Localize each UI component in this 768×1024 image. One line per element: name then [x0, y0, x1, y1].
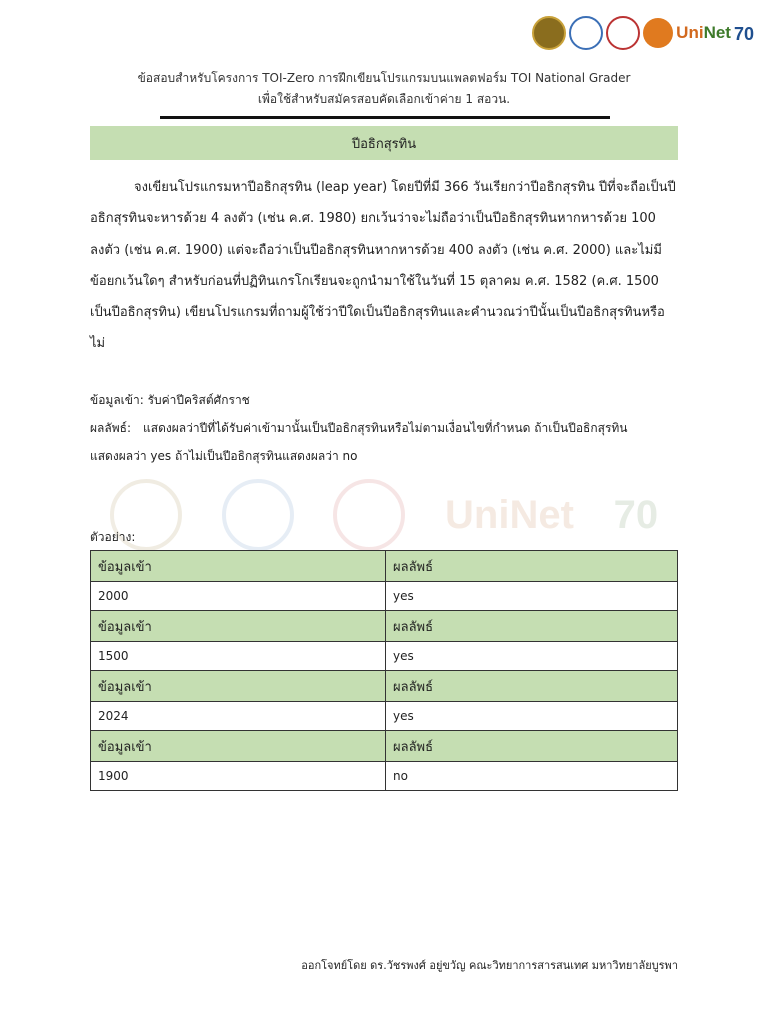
header-cell-input: ข้อมูลเข้า: [91, 731, 386, 762]
header-cell-output: ผลลัพธ์: [386, 611, 678, 642]
header-divider: [160, 116, 610, 119]
example-table: [90, 550, 678, 791]
institution-seal-logo: [606, 16, 640, 50]
watermark-posn-icon: [222, 479, 294, 551]
watermark-uninet-text: UniNet: [445, 492, 574, 537]
example-header-row: [91, 611, 678, 642]
example-row: [91, 762, 678, 791]
document-header: [90, 68, 678, 110]
example-row: [91, 582, 678, 611]
header-cell-input: ข้อมูลเข้า: [91, 671, 386, 702]
header-line-2: เพื่อใช้สำหรับสมัครสอบคัดเลือกเข้าค่าย 1 สอวน.: [257, 92, 511, 106]
output-spec-line-2: แสดงผลว่า yes ถ้าไม่เป็นปีอธิกสุรทินแสดงผลว่า no: [90, 449, 358, 463]
header-line-1: ข้อสอบสำหรับโครงการ TOI-Zero การฝึกเขียนโปรแกรมบนแพลตฟอร์ม TOI National Grader: [137, 71, 631, 85]
problem-statement: [90, 172, 678, 360]
anniversary-logo: 70: [733, 24, 754, 44]
io-specification: [90, 386, 678, 470]
header-logos: [532, 16, 754, 50]
example-output-cell: no: [386, 762, 678, 791]
university-seal-logo: [532, 16, 566, 50]
example-input-cell: 1500: [91, 642, 386, 671]
example-input-cell: 2000: [91, 582, 386, 611]
output-spec: [90, 414, 678, 442]
input-spec: ข้อมูลเข้า: รับค่าปีคริสต์ศักราช: [90, 393, 250, 407]
author-credit: ออกโจทย์โดย ดร.วัชรพงศ์ อยู่ขวัญ คณะวิทยาการสารสนเทศ มหาวิทยาลัยบูรพา: [301, 959, 678, 972]
header-cell-output: ผลลัพธ์: [386, 671, 678, 702]
output-spec-line-1: แสดงผลว่าปีที่ได้รับค่าเข้ามานั้นเป็นปีอธิกสุรทินหรือไม่ตามเงื่อนไขที่กำหนด ถ้าเป็นปีอธิกสุรทิน: [143, 421, 628, 435]
example-header-row: [91, 551, 678, 582]
example-header-row: [91, 671, 678, 702]
output-label: ผลลัพธ์:: [90, 421, 132, 435]
watermark-institution-icon: [333, 479, 405, 551]
background-watermark: [90, 480, 678, 550]
header-cell-output: ผลลัพธ์: [386, 731, 678, 762]
example-input-cell: 1900: [91, 762, 386, 791]
example-row: [91, 642, 678, 671]
temple-logo: [643, 18, 673, 48]
uninet-logo: UniNet: [676, 23, 731, 42]
example-output-cell: yes: [386, 642, 678, 671]
header-cell-input: ข้อมูลเข้า: [91, 611, 386, 642]
example-header-row: [91, 731, 678, 762]
example-input-cell: 2024: [91, 702, 386, 731]
header-cell-output: ผลลัพธ์: [386, 551, 678, 582]
problem-paragraph: จงเขียนโปรแกรมหาปีอธิกสุรทิน (leap year) โดยปีที่มี 366 วันเรียกว่าปีอธิกสุรทิน ปีที่จะถือเป็นปีอธิกสุรทินจะหารด้วย 4 ลงตัว (เช่น ค.ศ. 1980) ยกเว้นว่าจะไม่ถือว่าเป็นปีอธิกสุรทินหากหารด้วย 100 ลงตัว (เช่น ค.ศ. 1900) แต่จะถือว่าเป็นปีอธิกสุรทินหากหารด้วย 400 ลงตัว (เช่น ค.ศ. 2000) และไม่มีข้อยกเว้นใดๆ สำหรับก่อนที่ปฏิทินเกรโกเรียนจะถูกนำมาใช้ในวันที่ 15 ตุลาคม ค.ศ. 1582 (ค.ศ. 1500 เป็นปีอธิกสุรทิน) เขียนโปรแกรมที่ถามผู้ใช้ว่าปีใดเป็นปีอธิกสุรทินและคำนวณว่าปีนั้นเป็นปีอธิกสุรทินหรือไม่: [90, 180, 676, 352]
header-cell-input: ข้อมูลเข้า: [91, 551, 386, 582]
example-label: ตัวอย่าง:: [90, 530, 136, 544]
problem-title-text: ปีอธิกสุรทิน: [351, 136, 417, 152]
problem-title: [90, 126, 678, 160]
example-output-cell: yes: [386, 582, 678, 611]
posn-logo: [569, 16, 603, 50]
example-output-cell: yes: [386, 702, 678, 731]
example-row: [91, 702, 678, 731]
watermark-anniversary-text: 70: [613, 492, 659, 537]
